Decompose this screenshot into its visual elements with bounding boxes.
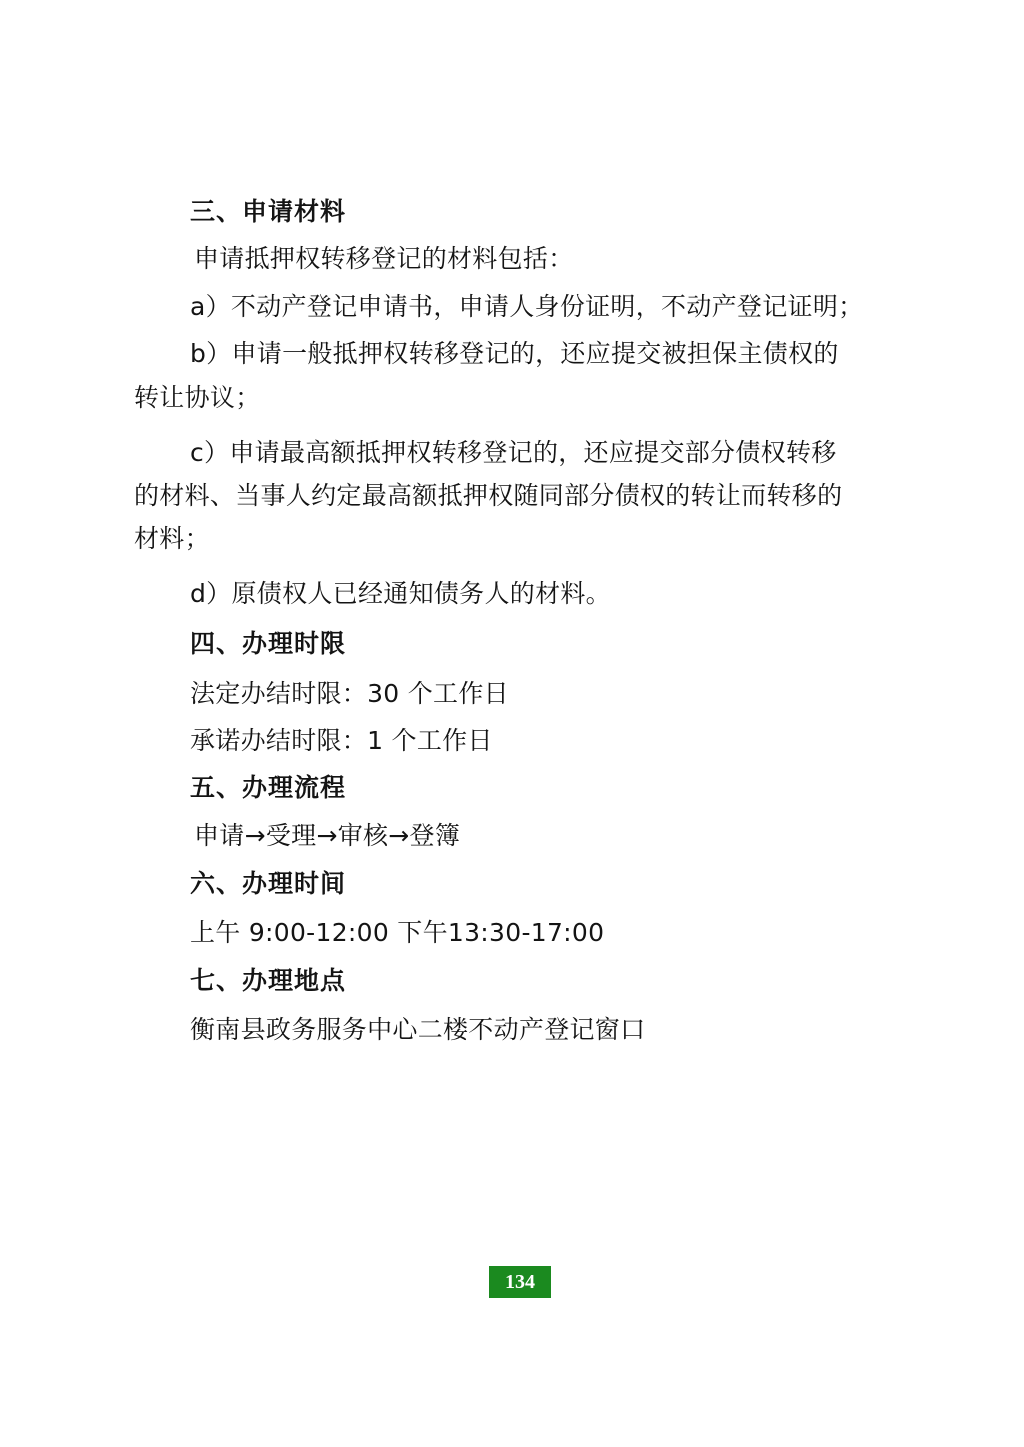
office-hours: 上午 9:00-12:00 下午13:30-17:00 bbox=[190, 918, 605, 947]
material-item-c-line3: 材料； bbox=[134, 524, 210, 553]
section-heading-location: 七、办理地点 bbox=[190, 966, 347, 995]
section-heading-process: 五、办理流程 bbox=[190, 773, 347, 802]
process-steps: 申请→受理→审核→登簿 bbox=[194, 821, 461, 850]
section-heading-time-limit: 四、办理时限 bbox=[190, 629, 347, 658]
material-item-c-line2: 的材料、当事人约定最高额抵押权随同部分债权的转让而转移的 bbox=[134, 481, 843, 510]
office-location: 衡南县政务服务中心二楼不动产登记窗口 bbox=[190, 1015, 646, 1044]
material-item-c-line1: c）申请最高额抵押权转移登记的，还应提交部分债权转移 bbox=[190, 438, 837, 467]
material-item-d: d）原债权人已经通知债务人的材料。 bbox=[190, 579, 611, 608]
material-item-b-line2: 转让协议； bbox=[134, 383, 261, 412]
legal-time-limit: 法定办结时限：30 个工作日 bbox=[190, 679, 509, 708]
promised-time-limit: 承诺办结时限：1 个工作日 bbox=[190, 726, 493, 755]
material-item-b-line1: b）申请一般抵押权转移登记的，还应提交被担保主债权的 bbox=[190, 339, 839, 368]
section-heading-materials: 三、申请材料 bbox=[190, 197, 347, 226]
material-item-a: a）不动产登记申请书，申请人身份证明，不动产登记证明； bbox=[190, 292, 864, 321]
section-heading-hours: 六、办理时间 bbox=[190, 869, 347, 898]
materials-intro: 申请抵押权转移登记的材料包括： bbox=[194, 244, 574, 273]
page-number-badge: 134 bbox=[489, 1266, 551, 1298]
